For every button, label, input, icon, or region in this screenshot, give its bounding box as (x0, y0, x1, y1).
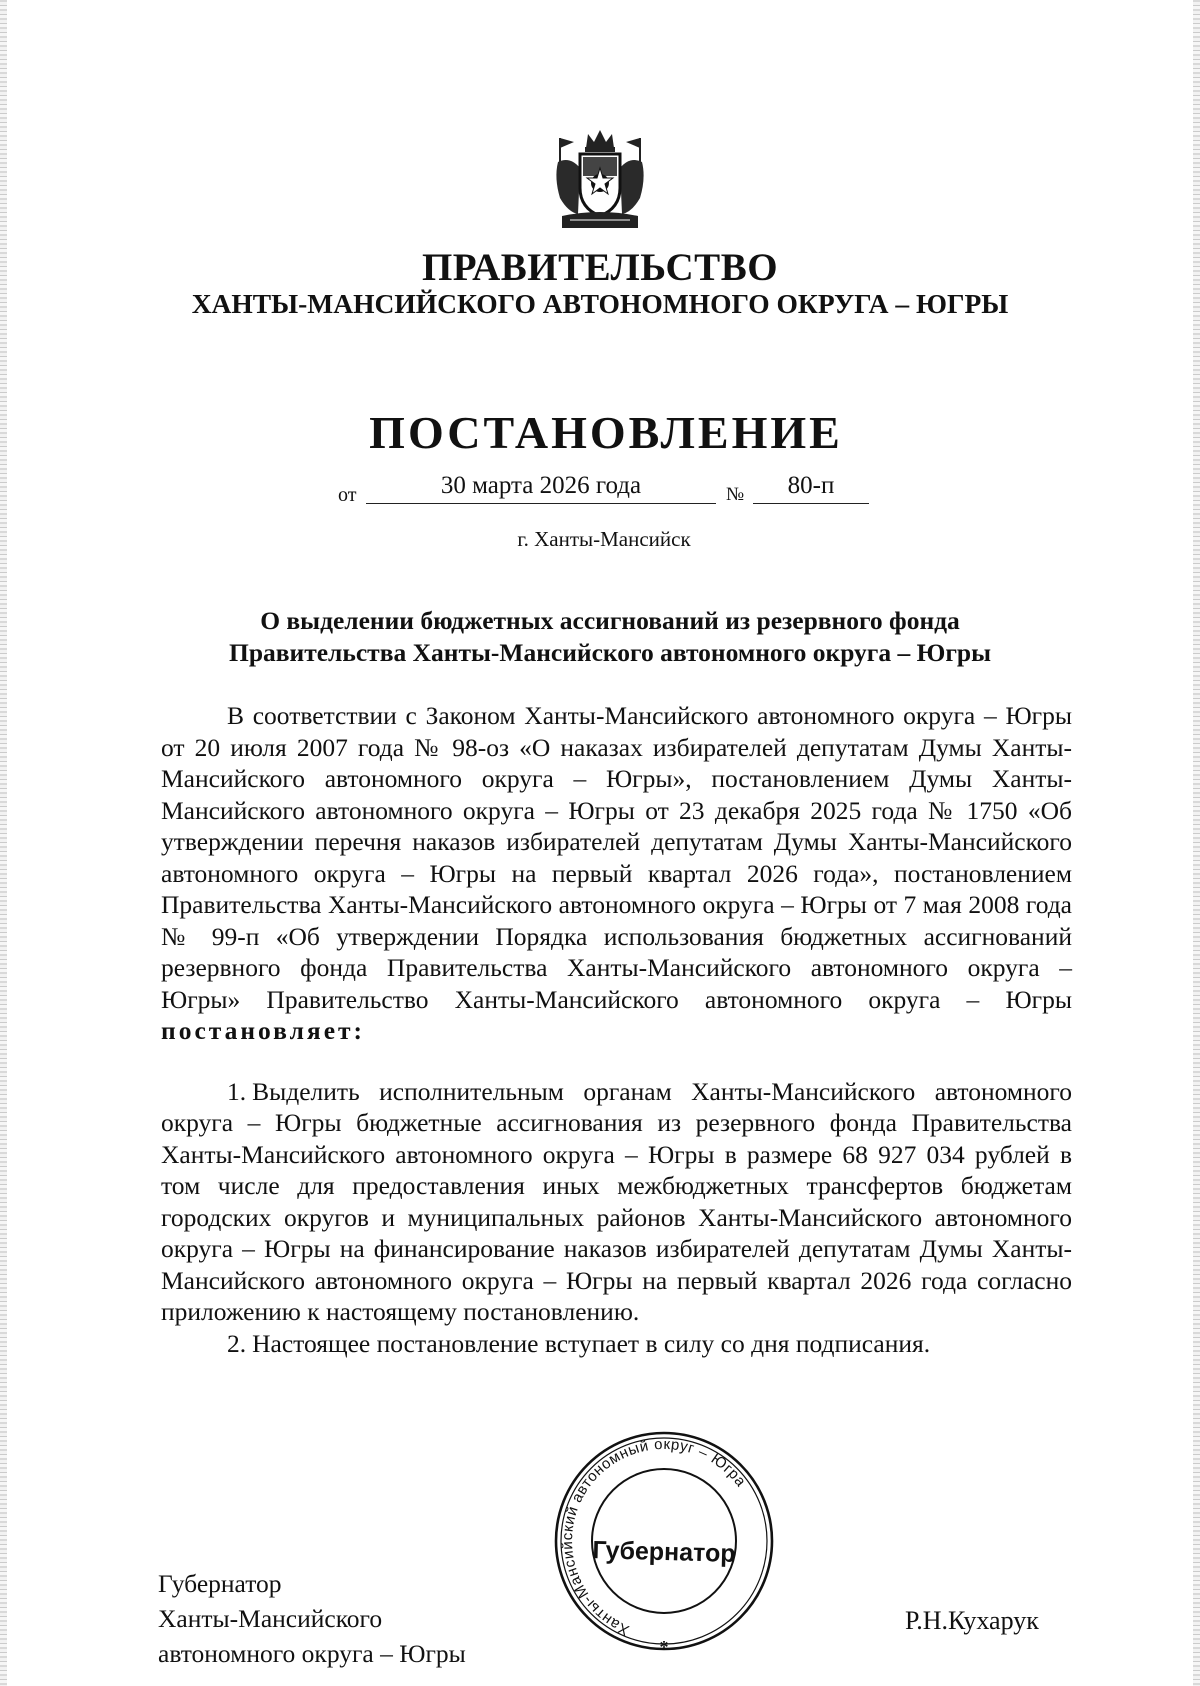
item-2-number: 2. (227, 1328, 247, 1358)
document-meta (0, 472, 1200, 512)
seal-star: * (659, 1637, 669, 1657)
signer-position-line-3: автономного округа – Югры (158, 1639, 466, 1668)
official-seal (552, 1423, 776, 1661)
item-2-text: Настоящее постановление вступает в силу со дня подписания. (252, 1328, 931, 1358)
document-number: 80-п (753, 472, 869, 504)
preamble-text: В соответствии с Законом Ханты-Мансийского автономного округа – Югры от 20 июля 2007 года № 98-оз «О наказах избирателей депутатам Думы Ханты-Мансийского автономного округа – Югры», постановлением Думы Ханты-Мансийского автономного округа – Югры от 23 декабря 2025 года № 1750 «Об утверждении перечня наказов избирателей депутатам Думы Ханты-Мансийского автономного округа – Югры на первый квартал 2026 года», постановлением Правительства Ханты-Мансийского автономного округа – Югры от 7 мая 2008 года № 99-п «Об утверждении Порядка использования бюджетных ассигнований резервного фонда Правительства Ханты-Мансийского автономного округа – Югры» Правительство Ханты-Мансийского автономного округа – Югры (161, 701, 1072, 1014)
signature-block (158, 1566, 466, 1671)
document-date: 30 марта 2026 года (366, 472, 716, 504)
document-body (161, 700, 1072, 1359)
seal-title: Губернатор (592, 1536, 736, 1568)
seal-ring-text: Ханты-Мансийский автономный округ – Югра (558, 1435, 750, 1639)
city-line: г. Ханты-Мансийск (517, 527, 691, 551)
from-label: от (338, 484, 357, 506)
number-label: № (726, 484, 745, 505)
item-1-paragraph (161, 1076, 1072, 1328)
resolves-word: постановляет: (161, 1016, 366, 1045)
item-1-text: Выделить исполнительным органам Ханты-Мансийского автономного округа – Югры бюджетные ассигнования из резервного фонда Правительства Ханты-Мансийского автономного округа – Югры в размере 68 927 034 рублей в том числе для предоставления иных межбюджетных трансфертов бюджетам городских округов и муниципальных районов Ханты-Мансийского автономного округа – Югры на финансирование наказов избирателей депутатам Думы Ханты-Мансийского автономного округа – Югры на первый квартал 2026 года согласно приложению к настоящему постановлению. (161, 1076, 1072, 1326)
document-subject (150, 605, 1070, 669)
signer-position-line-1: Губернатор (158, 1569, 282, 1598)
signer-position-line-2: Ханты-Мансийского (158, 1604, 383, 1633)
signer-name: Р.Н.Кухарук (905, 1606, 1039, 1635)
document-type: ПОСТАНОВЛЕНИЕ (369, 407, 843, 458)
region-title: ХАНТЫ-МАНСИЙСКОГО АВТОНОМНОГО ОКРУГА – ЮГРЫ (191, 288, 1009, 319)
subject-line-1: О выделении бюджетных ассигнований из резервного фонда (260, 606, 960, 635)
coat-of-arms-icon (550, 128, 650, 232)
preamble-paragraph (161, 700, 1072, 1047)
subject-line-2: Правительства Ханты-Мансийского автономного округа – Югры (228, 638, 991, 667)
item-2-paragraph (161, 1328, 1072, 1360)
item-1-number: 1. (227, 1076, 247, 1106)
government-title: ПРАВИТЕЛЬСТВО (421, 246, 779, 289)
